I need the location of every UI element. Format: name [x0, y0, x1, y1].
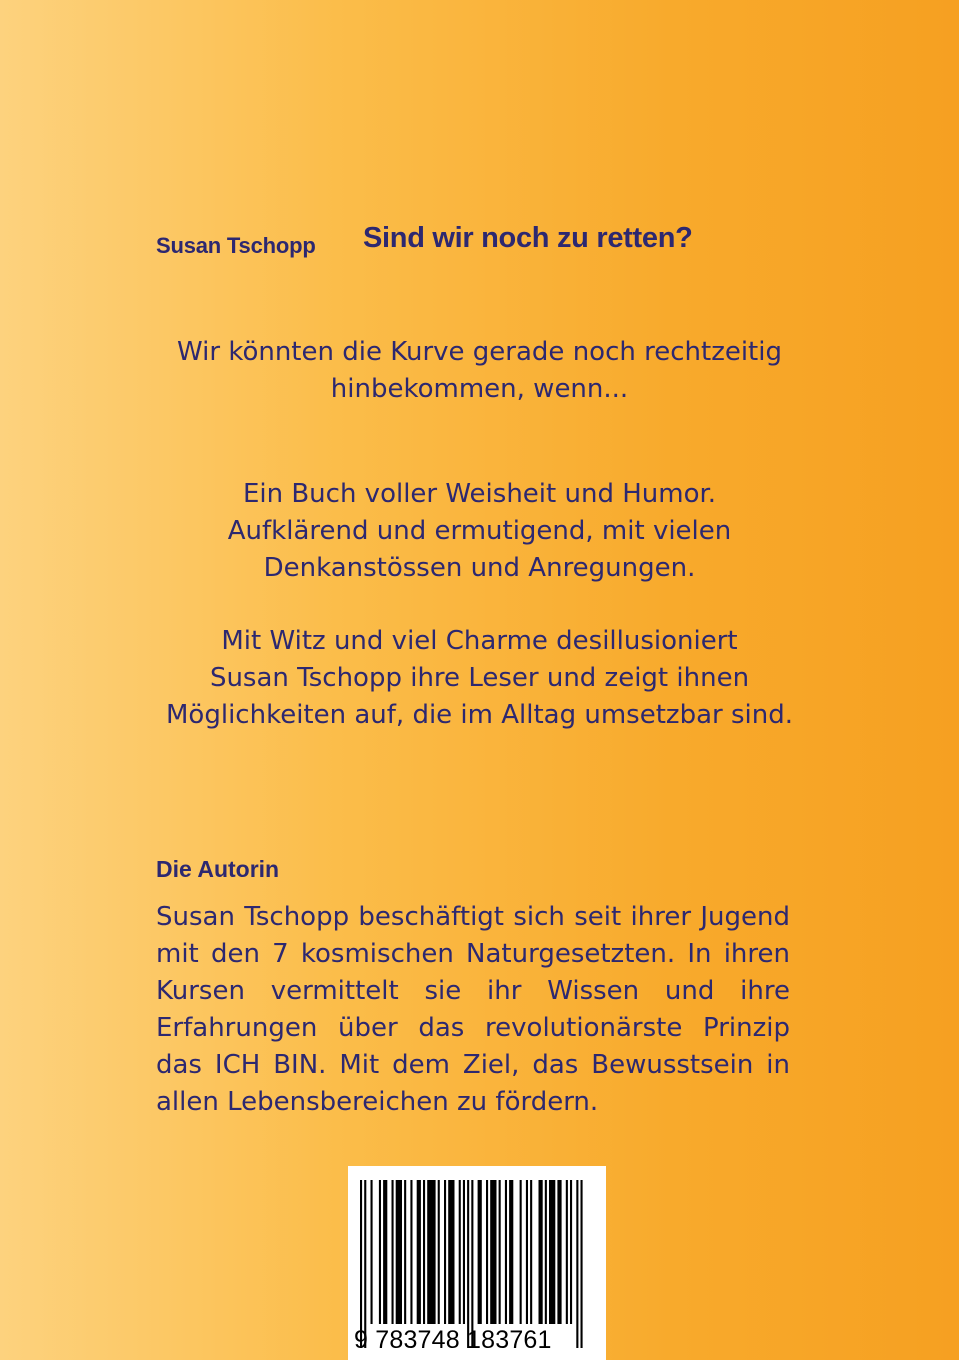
barcode-bar [520, 1180, 522, 1324]
barcode-bar [463, 1180, 465, 1324]
barcode-bar [471, 1180, 473, 1348]
description-line: Denkanstössen und Anregungen. [263, 553, 696, 583]
barcode-bar [448, 1180, 454, 1324]
description-line: Susan Tschopp ihre Leser und zeigt ihnen [209, 663, 750, 693]
barcode-bar [549, 1180, 555, 1324]
isbn-barcode [348, 1166, 606, 1360]
description-line: Ein Buch voller Weisheit und Humor. [242, 479, 717, 509]
book-title: Sind wir noch zu retten? [363, 222, 693, 254]
isbn-number: 9 783748 183761 [354, 1326, 552, 1354]
barcode-bar [539, 1180, 543, 1324]
barcode-bar [566, 1180, 568, 1324]
about-author-line: Kursen vermittelt sie ihr Wissen und ihre [156, 976, 790, 1006]
barcode-bar [459, 1180, 461, 1324]
barcode-bar [490, 1180, 496, 1324]
about-author-line: allen Lebensbereichen zu fördern. [156, 1087, 599, 1117]
barcode-bar [486, 1180, 488, 1324]
description-line: Möglichkeiten auf, die im Alltag umsetzbar sind. [166, 700, 793, 730]
barcode-bar [410, 1180, 412, 1324]
barcode-bar [392, 1180, 394, 1324]
barcode-bar [360, 1180, 362, 1348]
about-author-heading: Die Autorin [156, 856, 280, 882]
description-line: Mit Witz und viel Charme desillusioniert [221, 626, 738, 656]
barcode-bar [404, 1180, 406, 1324]
barcode-bar [505, 1180, 507, 1324]
barcode-bar [499, 1180, 501, 1324]
barcode-bar [383, 1180, 387, 1324]
tagline [0, 334, 959, 408]
barcode-bar [467, 1180, 469, 1348]
barcode-bar [364, 1180, 366, 1348]
about-author-line: das ICH BIN. Mit dem Ziel, das Bewusstsein in [156, 1050, 790, 1080]
cover-heading [0, 222, 959, 262]
about-author-line: Susan Tschopp beschäftigt sich seit ihrer Jugend [156, 902, 790, 932]
author-name: Susan Tschopp [156, 233, 316, 258]
barcode-bar [581, 1180, 583, 1348]
about-author-text [156, 899, 790, 1121]
tagline-line: hinbekommen, wenn... [330, 374, 629, 404]
barcode-bar [509, 1180, 513, 1324]
barcode-bar [417, 1180, 421, 1324]
description-line: Aufklärend und ermutigend, mit vielen [227, 516, 732, 546]
barcode-bar [438, 1180, 440, 1324]
about-author-line: Erfahrungen über das revolutionärste Prinzip [156, 1013, 790, 1043]
barcode-bar [526, 1180, 528, 1324]
barcode-bar [427, 1180, 435, 1324]
barcode-bar [557, 1180, 561, 1324]
barcode-bar [545, 1180, 547, 1324]
about-author-line: mit den 7 kosmischen Naturgesetzten. In ihren [156, 939, 790, 969]
description-paragraph-2 [0, 623, 959, 734]
barcode-bar [423, 1180, 425, 1324]
barcode-bar [570, 1180, 572, 1324]
barcode-bar [396, 1180, 402, 1324]
description-paragraph-1 [0, 476, 959, 587]
barcode-bar [576, 1180, 578, 1348]
barcode-bar [530, 1180, 532, 1324]
barcode-bar [444, 1180, 446, 1324]
tagline-line: Wir könnten die Kurve gerade noch rechtzeitig [177, 337, 782, 367]
barcode-bar [371, 1180, 373, 1324]
barcode-bar [379, 1180, 381, 1324]
barcode-bar [478, 1180, 482, 1324]
